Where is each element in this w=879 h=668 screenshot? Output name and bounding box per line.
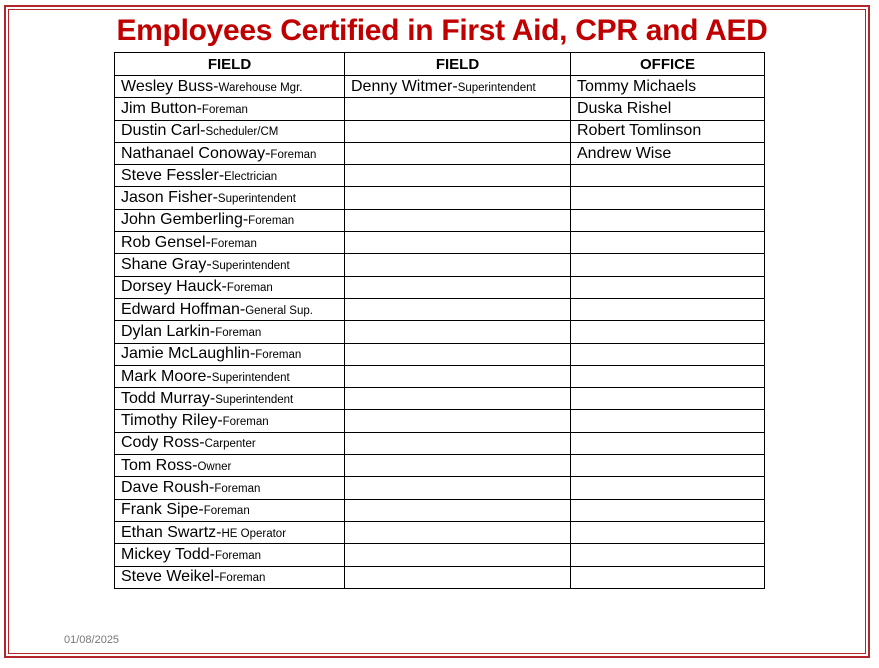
- table-cell: [571, 455, 765, 477]
- table-cell: [115, 298, 345, 320]
- employee-role: Superintendent: [215, 393, 294, 406]
- employee-name: John Gemberling-: [121, 211, 249, 229]
- employee-role: Owner: [197, 460, 232, 473]
- table-cell: [115, 187, 345, 209]
- table-cell: [115, 410, 345, 432]
- employee-name: Tommy Michaels: [577, 77, 697, 95]
- employee-name: Timothy Riley-: [121, 412, 223, 430]
- table-row: [115, 232, 765, 254]
- table-cell: [345, 521, 571, 543]
- employee-name: Cody Ross-: [121, 434, 205, 452]
- table-row: [115, 521, 765, 543]
- employee-role: Foreman: [255, 349, 302, 362]
- employee-role: Foreman: [222, 416, 269, 429]
- table-cell: [345, 254, 571, 276]
- employee-name: Nathanael Conoway-: [121, 144, 271, 162]
- employee-name: Edward Hoffman-: [121, 300, 246, 318]
- employee-name: Mickey Todd-: [121, 545, 215, 563]
- employee-role: Warehouse Mgr.: [218, 81, 303, 94]
- table-cell: [345, 477, 571, 499]
- table-cell: [115, 142, 345, 164]
- employee-role: Superintendent: [217, 193, 296, 206]
- employee-name: Dave Roush-: [121, 478, 215, 496]
- employee-name: Jamie McLaughlin-: [121, 345, 256, 363]
- table-cell: [345, 298, 571, 320]
- employee-role: Foreman: [215, 326, 262, 339]
- employee-name: Frank Sipe-: [121, 501, 204, 519]
- employee-role: Superintendent: [457, 81, 536, 94]
- table-cell: [571, 254, 765, 276]
- table-cell: [571, 165, 765, 187]
- employee-role: Superintendent: [211, 260, 290, 273]
- table-row: [115, 544, 765, 566]
- employee-role: Foreman: [226, 282, 273, 295]
- table-cell: [571, 410, 765, 432]
- employee-name: Ethan Swartz-: [121, 523, 222, 541]
- table-cell: [345, 455, 571, 477]
- table-row: [115, 499, 765, 521]
- table-row: [115, 388, 765, 410]
- employee-name: Denny Witmer-: [351, 77, 458, 95]
- table-row: [115, 254, 765, 276]
- employee-role: Foreman: [248, 215, 295, 228]
- table-cell: [345, 276, 571, 298]
- table-cell: [571, 477, 765, 499]
- employee-role: Foreman: [270, 148, 317, 161]
- employee-name: Rob Gensel-: [121, 233, 211, 251]
- table-row: [115, 432, 765, 454]
- table-cell: [571, 187, 765, 209]
- table-row: [115, 187, 765, 209]
- table-row: [115, 365, 765, 387]
- table-row: [115, 142, 765, 164]
- table-cell: [345, 365, 571, 387]
- table-cell: [345, 544, 571, 566]
- employee-name: Jason Fisher-: [121, 189, 218, 207]
- table-row: [115, 343, 765, 365]
- employee-name: Steve Fessler-: [121, 166, 225, 184]
- column-header-field-1: FIELD: [115, 53, 345, 76]
- employee-role: General Sup.: [245, 304, 313, 317]
- table-cell: [115, 477, 345, 499]
- employee-role: Carpenter: [204, 438, 256, 451]
- table-header-row: [115, 53, 765, 76]
- table-cell: [345, 209, 571, 231]
- table-row: [115, 455, 765, 477]
- employee-name: Duska Rishel: [577, 99, 672, 117]
- table-row: [115, 477, 765, 499]
- table-cell: [345, 98, 571, 120]
- table-cell: [571, 276, 765, 298]
- table-cell: [115, 98, 345, 120]
- table-row: [115, 566, 765, 588]
- table-cell: [345, 566, 571, 588]
- table-cell: [345, 343, 571, 365]
- table-cell: [115, 232, 345, 254]
- employee-name: Tom Ross-: [121, 456, 198, 474]
- table-row: [115, 120, 765, 142]
- table-row: [115, 298, 765, 320]
- table-cell: [345, 499, 571, 521]
- table-cell: [345, 232, 571, 254]
- employee-role: Foreman: [201, 103, 248, 116]
- table-cell: [115, 276, 345, 298]
- table-cell: [571, 209, 765, 231]
- table-cell: [115, 544, 345, 566]
- table-row: [115, 76, 765, 98]
- employee-role: Scheduler/CM: [205, 126, 279, 139]
- table-cell: [571, 521, 765, 543]
- table-cell: [115, 76, 345, 98]
- employee-role: HE Operator: [221, 527, 287, 540]
- footer-date: 01/08/2025: [64, 634, 120, 646]
- table-cell: [115, 365, 345, 387]
- table-cell: [115, 120, 345, 142]
- employee-role: Electrician: [224, 170, 278, 183]
- table-row: [115, 98, 765, 120]
- employee-role: Superintendent: [211, 371, 290, 384]
- table-cell: [571, 120, 765, 142]
- table-cell: [571, 321, 765, 343]
- employee-name: Dylan Larkin-: [121, 322, 216, 340]
- table-cell: [345, 410, 571, 432]
- table-cell: [115, 566, 345, 588]
- table-cell: [345, 76, 571, 98]
- employee-name: Mark Moore-: [121, 367, 212, 385]
- table-cell: [115, 254, 345, 276]
- employee-role: Foreman: [210, 237, 257, 250]
- employee-role: Foreman: [219, 572, 266, 585]
- employee-name: Shane Gray-: [121, 256, 212, 274]
- table-cell: [345, 120, 571, 142]
- table-cell: [571, 76, 765, 98]
- employee-name: Dorsey Hauck-: [121, 278, 227, 296]
- table-cell: [115, 209, 345, 231]
- table-cell: [115, 165, 345, 187]
- employee-name: Todd Murray-: [121, 389, 216, 407]
- table-cell: [115, 499, 345, 521]
- table-cell: [571, 499, 765, 521]
- table-cell: [571, 98, 765, 120]
- table-cell: [571, 343, 765, 365]
- table-row: [115, 276, 765, 298]
- employee-role: Foreman: [214, 549, 261, 562]
- table-row: [115, 410, 765, 432]
- table-cell: [571, 142, 765, 164]
- column-header-office: OFFICE: [571, 53, 765, 76]
- employee-role: Foreman: [214, 482, 261, 495]
- table-cell: [571, 388, 765, 410]
- table-cell: [345, 432, 571, 454]
- page-title: Employees Certified in First Aid, CPR and AED: [116, 14, 768, 47]
- employee-name: Robert Tomlinson: [577, 122, 702, 140]
- table-cell: [571, 566, 765, 588]
- employee-name: Steve Weikel-: [121, 568, 220, 586]
- table-cell: [571, 544, 765, 566]
- table-cell: [571, 365, 765, 387]
- table-row: [115, 165, 765, 187]
- table-cell: [115, 388, 345, 410]
- table-row: [115, 209, 765, 231]
- table-cell: [345, 165, 571, 187]
- certified-employees-table: [114, 52, 765, 589]
- table-cell: [571, 432, 765, 454]
- table-cell: [115, 321, 345, 343]
- column-header-field-2: FIELD: [345, 53, 571, 76]
- table-cell: [345, 187, 571, 209]
- table-cell: [115, 521, 345, 543]
- employee-role: Foreman: [203, 505, 250, 518]
- table-cell: [345, 321, 571, 343]
- table-cell: [345, 388, 571, 410]
- table-cell: [571, 298, 765, 320]
- employee-name: Wesley Buss-: [121, 77, 219, 95]
- table-row: [115, 321, 765, 343]
- table-cell: [115, 455, 345, 477]
- table-body: [115, 76, 765, 589]
- employee-name: Jim Button-: [121, 99, 202, 117]
- table-cell: [115, 343, 345, 365]
- employee-name: Dustin Carl-: [121, 122, 206, 140]
- table-cell: [115, 432, 345, 454]
- table-cell: [571, 232, 765, 254]
- table-cell: [345, 142, 571, 164]
- employee-name: Andrew Wise: [577, 144, 672, 162]
